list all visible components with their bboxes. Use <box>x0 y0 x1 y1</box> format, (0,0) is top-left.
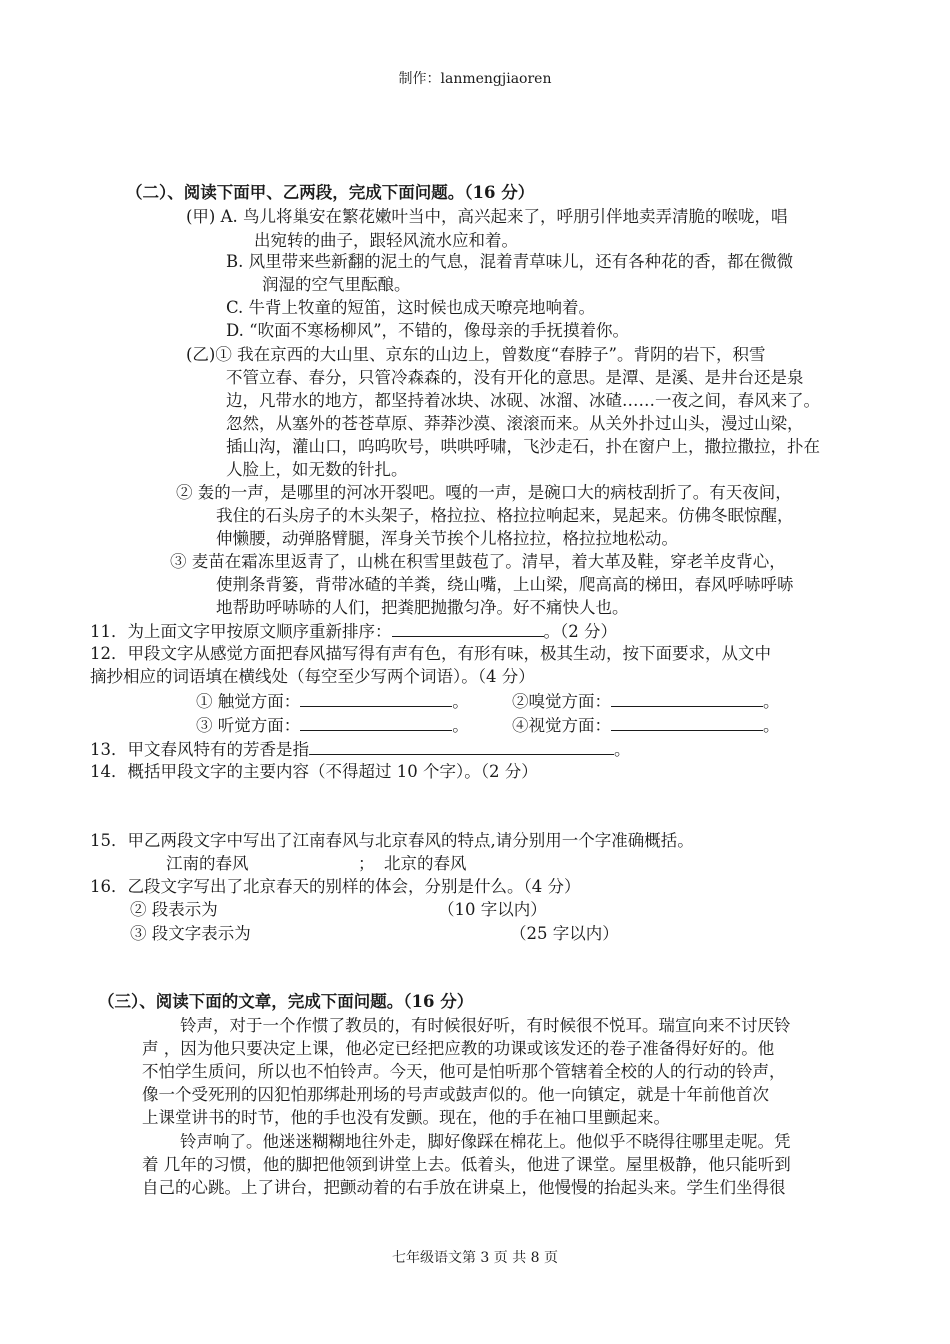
question-16-number: 16． <box>90 877 128 896</box>
q16-part-b: ③ 段文字表示为 <box>130 924 251 943</box>
s3-p2-line2: 着 几年的习惯，他的脚把他领到讲堂上去。低着头，他进了课堂。屋里极静，他只能听到 <box>142 1155 791 1174</box>
q15-separator: ； <box>358 854 375 873</box>
q16-part-a-limit: （10 字以内） <box>438 900 547 919</box>
yi-p1-line5: 插山沟，灌山口，呜呜吹号，哄哄呼啸，飞沙走石，扑在窗户上，撒拉撒拉，扑在 <box>226 437 820 456</box>
question-11-number: 11． <box>90 622 128 641</box>
q12-touch-row: ① 触觉方面： 。 <box>196 689 469 714</box>
jia-c-line: C. 牛背上牧童的短笛，这时候也成天嘹亮地响着。 <box>226 298 596 317</box>
yi-p1-line6: 人脸上，如无数的针扎。 <box>226 460 408 479</box>
jia-label: (甲) <box>186 207 216 226</box>
question-14-number: 14． <box>90 762 128 781</box>
s3-p2-line3: 自己的心跳。上了讲台，把颤动着的右手放在讲桌上，他慢慢的抬起头来。学生们坐得很 <box>142 1178 786 1197</box>
answer-blank-smell[interactable] <box>611 689 763 707</box>
page-header: 制作：lanmengjiaoren <box>398 71 552 87</box>
yi-p2-line3: 伸懒腰，动弹胳臂腿，浑身关节挨个儿格拉拉，格拉拉地松动。 <box>216 529 678 548</box>
q12-smell-row: ②嗅觉方面： 。 <box>512 689 780 714</box>
section3-title: （三）、阅读下面的文章，完成下面问题。（16 分） <box>98 992 474 1011</box>
section2-title: （二）、阅读下面甲、乙两段，完成下面问题。（16 分） <box>126 183 535 202</box>
answer-blank-11[interactable] <box>392 619 544 637</box>
answer-blank-touch[interactable] <box>300 689 452 707</box>
q15-beijing: 北京的春风 <box>384 854 467 873</box>
yi-p2-line1: ② 轰的一声，是哪里的河冰开裂吧。嘎的一声，是碗口大的病枝刮折了。有天夜间， <box>176 483 792 502</box>
s3-p1-line5: 上课堂讲书的时节，他的手也没有发颤。现在，他的手在袖口里颤起来。 <box>142 1108 670 1127</box>
yi-p1-line2: 不管立春、春分，只管冷森森的，没有开化的意思。是潭、是溪、是井台还是泉 <box>226 368 804 387</box>
answer-blank-sight[interactable] <box>611 713 763 731</box>
jia-a-line2: 出宛转的曲子，跟轻风流水应和着。 <box>254 231 518 250</box>
s3-p1-line1: 铃声，对于一个作惯了教员的，有时候很好听，有时候很不悦耳。瑞宣向来不讨厌铃 <box>180 1016 791 1035</box>
question-12-number: 12． <box>90 644 128 663</box>
question-15-number: 15． <box>90 831 128 850</box>
jia-a-line1: (甲) A. 鸟儿将巢安在繁花嫩叶当中，高兴起来了，呼朋引伴地卖弄清脆的喉咙，唱 <box>186 207 788 226</box>
page-footer: 七年级语文第 3 页 共 8 页 <box>391 1250 559 1266</box>
question-11: 11．为上面文字甲按原文顺序重新排序： 。（2 分） <box>90 619 617 644</box>
jia-b-line2: 润湿的空气里酝酿。 <box>262 275 411 294</box>
question-12-line2: 摘抄相应的词语填在横线处（每空至少写两个词语）。（4 分） <box>90 667 535 686</box>
jia-d-line: D. “吹面不寒杨柳风”，不错的，像母亲的手抚摸着你。 <box>226 321 630 340</box>
q15-jiangnan: 江南的春风 <box>166 854 249 873</box>
yi-p1-line3: 边，凡带水的地方，都坚持着冰块、冰砚、冰溜、冰碴……一夜之间，春风来了。 <box>226 391 820 410</box>
answer-blank-13[interactable] <box>309 737 614 755</box>
q12-hear-row: ③ 听觉方面： 。 <box>196 713 469 738</box>
q12-sight-row: ④视觉方面： 。 <box>512 713 780 738</box>
yi-p3-line3: 地帮助呼哧哧的人们，把粪肥抛撒匀净。好不痛快人也。 <box>216 598 629 617</box>
question-13: 13．甲文春风特有的芳香是指 。 <box>90 737 631 762</box>
yi-p1-line1: (乙)① 我在京西的大山里、京东的山边上，曾数度“春脖子”。背阴的岩下，积雪 <box>186 345 766 364</box>
jia-b-line1: B. 风里带来些新翻的泥土的气息，混着青草味儿，还有各种花的香，都在微微 <box>226 252 794 271</box>
q16-part-b-limit: （25 字以内） <box>510 924 619 943</box>
answer-blank-hear[interactable] <box>300 713 452 731</box>
s3-p1-line3: 不怕学生质问，所以也不怕铃声。今天，他可是怕听那个管辖着全校的人的行动的铃声， <box>142 1062 786 1081</box>
q16-part-a: ② 段表示为 <box>130 900 218 919</box>
s3-p2-line1: 铃声响了。他迷迷糊糊地往外走，脚好像踩在棉花上。他似乎不晓得往哪里走呢。凭 <box>180 1132 791 1151</box>
yi-p2-line2: 我住的石头房子的木头架子，格拉拉、格拉拉响起来，晃起来。仿佛冬眠惊醒， <box>216 506 794 525</box>
question-12: 12．甲段文字从感觉方面把春风描写得有声有色，有形有味，极其生动，按下面要求，从文中 <box>90 644 771 663</box>
s3-p1-line4: 像一个受死刑的囚犯怕那绑赴刑场的号声或鼓声似的。他一向镇定，就是十年前他首次 <box>142 1085 769 1104</box>
yi-p3-line2: 使荆条背篓，背带冰碴的羊粪，绕山嘴，上山梁，爬高高的梯田，春风呼哧呼哧 <box>216 575 794 594</box>
question-16: 16．乙段文字写出了北京春天的别样的体会，分别是什么。（4 分） <box>90 877 581 896</box>
yi-p3-line1: ③ 麦苗在霜冻里返青了，山桃在积雪里鼓苞了。清早，着大革及鞋，穿老羊皮背心， <box>170 552 786 571</box>
question-13-number: 13． <box>90 740 128 759</box>
yi-p1-line4: 忽然，从塞外的苍苍草原、莽莽沙漠、滚滚而来。从关外扑过山头，漫过山梁， <box>226 414 804 433</box>
question-15: 15．甲乙两段文字中写出了江南春风与北京春风的特点,请分别用一个字准确概括。 <box>90 831 694 850</box>
question-14: 14．概括甲段文字的主要内容（不得超过 10 个字）。（2 分） <box>90 762 538 781</box>
s3-p1-line2: 声 ，因为他只要决定上课，他必定已经把应教的功课或该发还的卷子准备得好好的。他 <box>142 1039 775 1058</box>
